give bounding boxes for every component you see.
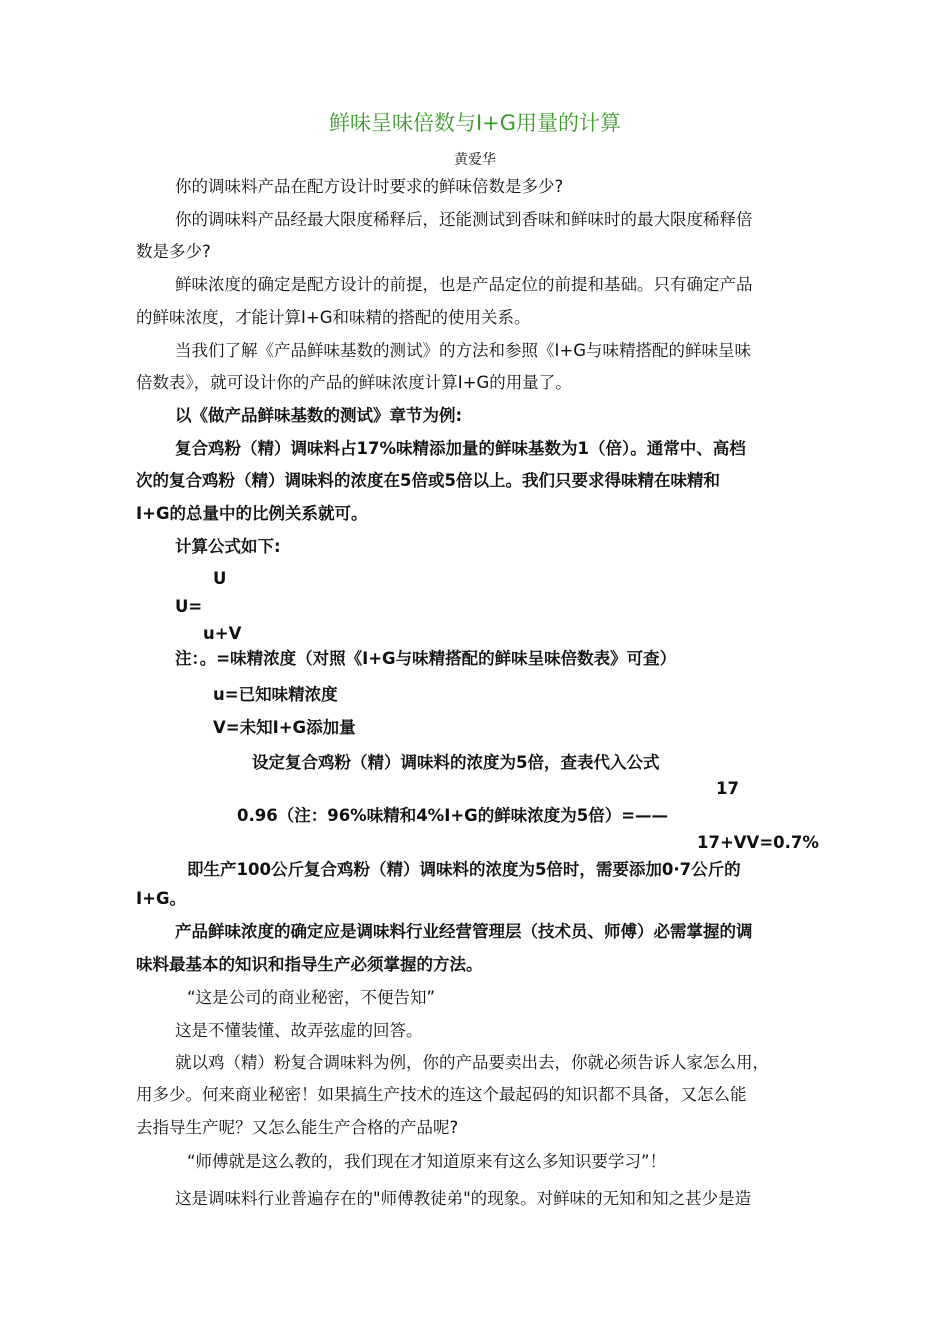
paragraph-line: 当我们了解《产品鲜味基数的测试》的方法和参照《I+G与味精搭配的鲜味呈味 xyxy=(175,341,751,360)
bold-line: I+G。 xyxy=(136,889,187,908)
formula-numerator: U xyxy=(213,569,227,588)
paragraph-line: 这是调味料行业普遍存在的"师傅教徒弟"的现象。对鲜味的无知和知之甚少是造 xyxy=(175,1189,752,1208)
paragraph-line: 的鲜味浓度，才能计算I+G和味精的搭配的使用关系。 xyxy=(136,308,531,327)
bold-line: u=已知味精浓度 xyxy=(213,685,338,704)
formula-denominator: u+V xyxy=(203,624,242,643)
bold-line: 注：。=味精浓度（对照《I+G与味精搭配的鲜味呈味倍数表》可查） xyxy=(175,649,677,668)
bold-line: 次的复合鸡粉（精）调味料的浓度在5倍或5倍以上。我们只要求得味精在味精和 xyxy=(136,471,720,490)
paragraph-line: “这是公司的商业秘密，不便告知” xyxy=(187,988,436,1007)
paragraph-line: 这是不懂装懂、故弄弦虚的回答。 xyxy=(175,1021,423,1040)
formula-lhs: U= xyxy=(175,597,203,616)
bold-line: V=未知I+G添加量 xyxy=(213,718,356,737)
formula-line: 0.96（注：96%味精和4%I+G的鲜味浓度为5倍）=—— xyxy=(237,806,669,825)
paragraph-line: 用多少。何来商业秘密！如果搞生产技术的连这个最起码的知识都不具备，又怎么能 xyxy=(136,1085,747,1104)
paragraph-line: “师傅就是这么教的，我们现在才知道原来有这么多知识要学习”！ xyxy=(187,1152,667,1171)
bold-line: 计算公式如下: xyxy=(175,537,281,556)
bold-line: 以《做产品鲜味基数的测试》章节为例: xyxy=(175,406,463,425)
paragraph-line: 你的调味料产品在配方设计时要求的鲜味倍数是多少? xyxy=(175,177,564,196)
document-title: 鲜味呈味倍数与I+G用量的计算 xyxy=(328,111,622,135)
paragraph-line: 就以鸡（精）粉复合调味料为例，你的产品要卖出去，你就必须告诉人家怎么用， xyxy=(175,1053,769,1072)
bold-line: I+G的总量中的比例关系就可。 xyxy=(136,504,368,523)
paragraph-line: 倍数表》，就可设计你的产品的鲜味浓度计算I+G的用量了。 xyxy=(136,373,572,392)
paragraph-line: 去指导生产呢？又怎么能生产合格的产品呢? xyxy=(136,1118,459,1137)
bold-line: 设定复合鸡粉（精）调味料的浓度为5倍，查表代入公式 xyxy=(252,753,660,772)
paragraph-line: 鲜味浓度的确定是配方设计的前提，也是产品定位的前提和基础。只有确定产品 xyxy=(175,275,753,294)
bold-line: 产品鲜味浓度的确定应是调味料行业经营管理层（技术员、师傅）必需掌握的调 xyxy=(175,922,753,941)
bold-line: 即生产100公斤复合鸡粉（精）调味料的浓度为5倍时，需要添加0·7公斤的 xyxy=(187,860,741,879)
formula-result: 17+VV=0.7% xyxy=(697,833,819,852)
paragraph-line: 你的调味料产品经最大限度稀释后，还能测试到香味和鲜味时的最大限度稀释倍 xyxy=(175,210,753,229)
document-author: 黄爱华 xyxy=(454,152,496,168)
paragraph-line: 数是多少? xyxy=(136,242,211,261)
bold-line: 复合鸡粉（精）调味料占17%味精添加量的鲜味基数为1（倍）。通常中、高档 xyxy=(175,439,746,458)
formula-numerator: 17 xyxy=(716,779,739,798)
bold-line: 味料最基本的知识和指导生产必须掌握的方法。 xyxy=(136,955,483,974)
